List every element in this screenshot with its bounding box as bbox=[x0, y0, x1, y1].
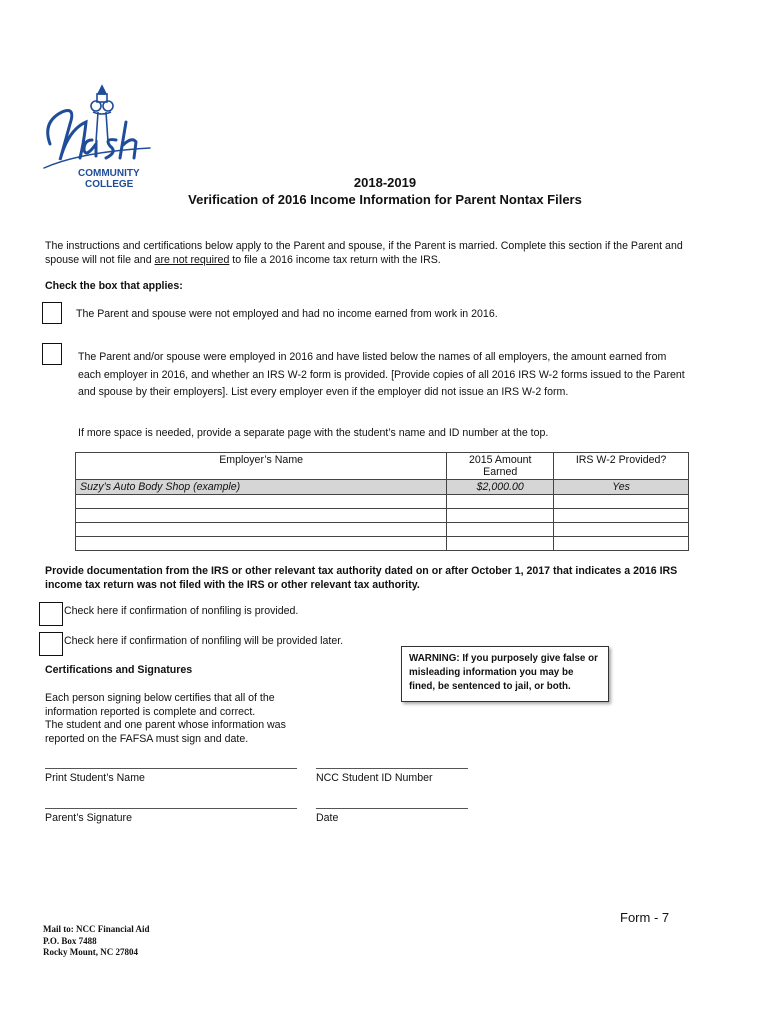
parent-signature-label: Parent’s Signature bbox=[45, 812, 132, 824]
certifications-heading: Certifications and Signatures bbox=[45, 664, 193, 676]
nonfiling-provided-label: Check here if confirmation of nonfiling is provided. bbox=[64, 605, 299, 617]
parent-signature-line[interactable] bbox=[45, 808, 297, 809]
table-row bbox=[76, 509, 689, 523]
table-row bbox=[76, 537, 689, 551]
mailing-address bbox=[43, 924, 150, 959]
employer-name-cell[interactable] bbox=[76, 509, 447, 523]
form-title: Verification of 2016 Income Information for Parent Nontax Filers bbox=[188, 192, 582, 207]
table-row bbox=[76, 495, 689, 509]
employer-name-cell[interactable] bbox=[76, 537, 447, 551]
signing-requirement-text: The student and one parent whose information was reported on the FAFSA must sign and date. bbox=[45, 719, 286, 745]
logo-community-text: COMMUNITY bbox=[78, 168, 140, 179]
student-name-label: Print Student’s Name bbox=[45, 772, 145, 784]
option-employed-label: The Parent and/or spouse were employed in 2016 and have listed below the names of all employers, the amount earned from each employer in 2016, and whether an IRS W-2 form is provided. [Provide copies of all 2016 IRS W-2 forms issued to the Parent and spouse by their employers]. List every employer even if the employer did not issue an IRS W-2 form. bbox=[78, 351, 685, 398]
student-name-line[interactable] bbox=[45, 768, 297, 769]
w2-cell[interactable] bbox=[554, 509, 689, 523]
w2-cell[interactable] bbox=[554, 495, 689, 509]
header-w2-provided: IRS W-2 Provided? bbox=[554, 453, 689, 480]
table-row bbox=[76, 523, 689, 537]
no-income-checkbox[interactable] bbox=[42, 302, 62, 324]
po-box-line: P.O. Box 7488 bbox=[43, 935, 97, 946]
employed-checkbox[interactable] bbox=[42, 343, 62, 365]
example-employer-name: Suzy’s Auto Body Shop (example) bbox=[76, 480, 447, 495]
employer-table bbox=[75, 452, 689, 551]
employer-name-cell[interactable] bbox=[76, 495, 447, 509]
w2-cell[interactable] bbox=[554, 537, 689, 551]
intro-part1: The instructions and certifications below apply to the Parent and spouse, if the Parent is married. Complete this section if the Parent and spouse will not file and bbox=[45, 240, 683, 266]
table-header-row bbox=[76, 453, 689, 480]
header-amount-earned: 2015 Amount Earned bbox=[447, 453, 554, 480]
warning-box: WARNING: If you purposely give false or misleading information you may be fined, be sentenced to jail, or both. bbox=[401, 646, 609, 702]
intro-underlined: are not required bbox=[154, 254, 230, 266]
option-no-income-label: The Parent and spouse were not employed and had no income earned from work in 2016. bbox=[76, 308, 498, 320]
date-line[interactable] bbox=[316, 808, 468, 809]
certification-text: Each person signing below certifies that all of the information reported is complete and correct. bbox=[45, 692, 275, 718]
w2-cell[interactable] bbox=[554, 523, 689, 537]
amount-cell[interactable] bbox=[447, 495, 554, 509]
nonfiling-later-checkbox[interactable] bbox=[39, 632, 63, 656]
amount-cell[interactable] bbox=[447, 537, 554, 551]
more-space-note: If more space is needed, provide a separate page with the student’s name and ID number at the top. bbox=[78, 427, 549, 439]
city-line: Rocky Mount, NC 27804 bbox=[43, 947, 139, 957]
table-row bbox=[76, 480, 689, 495]
employer-name-cell[interactable] bbox=[76, 523, 447, 537]
example-amount: $2,000.00 bbox=[447, 480, 554, 495]
documentation-instructions: Provide documentation from the IRS or other relevant tax authority dated on or after October 1, 2017 that indicates a 2016 IRS income tax return was not filed with the IRS or other relevant tax authority. bbox=[45, 565, 678, 591]
header-employer-name: Employer’s Name bbox=[76, 453, 447, 480]
form-year: 2018-2019 bbox=[353, 175, 417, 190]
check-box-heading: Check the box that applies: bbox=[45, 280, 183, 292]
intro-paragraph bbox=[45, 239, 685, 267]
student-id-line[interactable] bbox=[316, 768, 468, 769]
date-label: Date bbox=[316, 812, 339, 824]
student-id-label: NCC Student ID Number bbox=[316, 772, 433, 784]
amount-cell[interactable] bbox=[447, 523, 554, 537]
intro-part2: to file a 2016 income tax return with the IRS. bbox=[229, 254, 441, 266]
nonfiling-later-label: Check here if confirmation of nonfiling will be provided later. bbox=[64, 635, 344, 647]
form-number: Form - 7 bbox=[620, 910, 670, 925]
nonfiling-provided-checkbox[interactable] bbox=[39, 602, 63, 626]
amount-cell[interactable] bbox=[447, 509, 554, 523]
logo-college-text: COLLEGE bbox=[85, 179, 134, 190]
mail-to-line: Mail to: NCC Financial Aid bbox=[43, 924, 150, 934]
example-w2: Yes bbox=[554, 480, 689, 495]
